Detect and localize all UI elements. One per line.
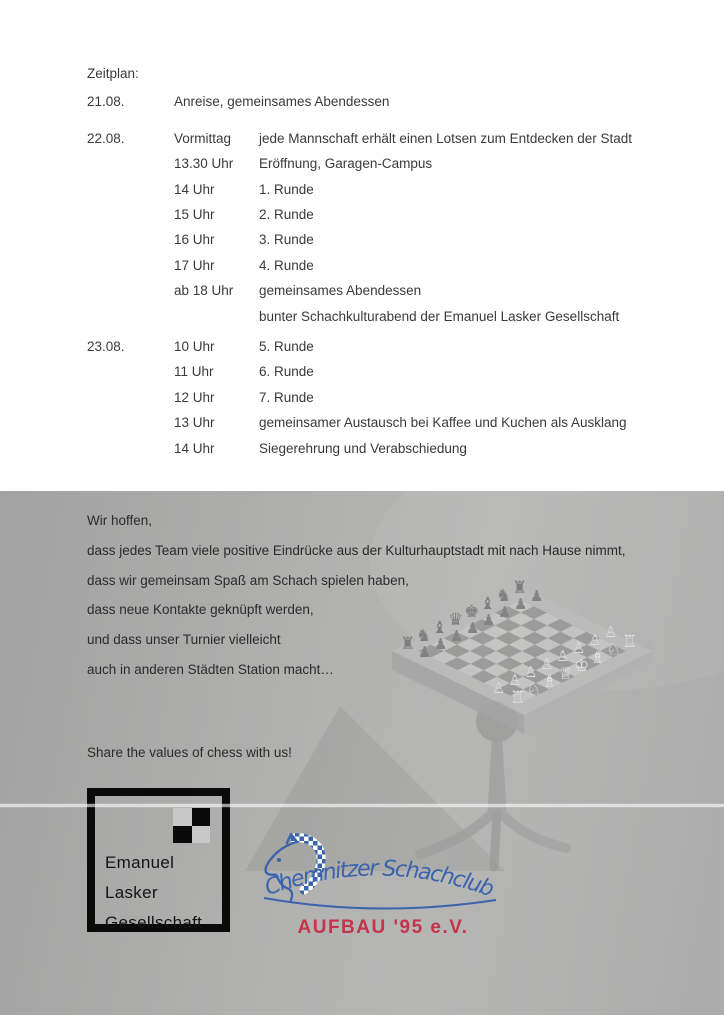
- hope-line: dass jedes Team viele positive Eindrücke aus der Kulturhauptstadt mit nach Hause nimmt,: [87, 542, 626, 558]
- checkerboard-icon: [173, 808, 210, 843]
- schedule-desc: 5. Runde: [259, 339, 314, 355]
- schedule-row: [87, 89, 704, 114]
- schedule-row: [87, 253, 704, 278]
- schedule-time: Anreise, gemeinsames Abendessen: [174, 94, 390, 110]
- hope-line: und dass unser Turnier vielleicht: [87, 632, 281, 648]
- schedule-time: 13 Uhr: [174, 415, 215, 431]
- lasker-line-3: Gesellschaft: [105, 913, 203, 932]
- schedule-row: [87, 126, 704, 151]
- schedule-time: 15 Uhr: [174, 207, 215, 223]
- cta-line: Share the values of chess with us!: [87, 745, 292, 760]
- knight-eye: [277, 858, 281, 862]
- white-pawn-rank: ♙♙♙♙♙♙♙♙: [492, 623, 618, 697]
- schedule-desc: 4. Runde: [259, 257, 314, 273]
- checker-square: [173, 808, 192, 826]
- schedule-row: [87, 410, 704, 435]
- schedule-row: [87, 202, 704, 227]
- lasker-line-2: Lasker: [105, 883, 158, 902]
- schedule-desc: jede Mannschaft erhält einen Lotsen zum Entdecken der Stadt: [259, 130, 632, 146]
- hope-line: auch in anderen Städten Station macht…: [87, 661, 334, 677]
- dark-pawn-rank: ♟♟♟♟♟♟♟♟: [418, 587, 544, 661]
- schedule-time: 17 Uhr: [174, 257, 215, 273]
- schedule-date: 22.08.: [87, 130, 125, 146]
- csc-aufbau-text: AUFBAU '95 e.V.: [297, 917, 469, 938]
- schedule-row: [87, 304, 704, 329]
- schedule-desc: 3. Runde: [259, 232, 314, 248]
- schedule-heading: Zeitplan:: [87, 66, 139, 81]
- schedule-date: 23.08.: [87, 339, 125, 355]
- schedule-row: [87, 359, 704, 384]
- dark-back-rank: ♜♞♝♛♚♝♞♜: [400, 578, 528, 654]
- csc-logo-svg: [250, 832, 512, 944]
- hope-line: dass neue Kontakte geknüpft werden,: [87, 602, 314, 618]
- hopes-section: [87, 506, 626, 685]
- schedule-time: ab 18 Uhr: [174, 283, 234, 299]
- fold-line: [0, 804, 724, 807]
- schedule-desc: 6. Runde: [259, 364, 314, 380]
- lasker-line-1: Emanuel: [105, 853, 175, 872]
- schedule-row: [87, 177, 704, 202]
- lasker-logo: [87, 788, 230, 932]
- hope-line: Wir hoffen,: [87, 513, 153, 528]
- schedule-row: [87, 278, 704, 303]
- schedule-row: [87, 385, 704, 410]
- csc-arc-text: Chemnitzer Schachclub: [261, 856, 498, 903]
- schedule-date: 21.08.: [87, 94, 125, 110]
- schedule-time: 11 Uhr: [174, 364, 214, 380]
- schedule-row: [87, 436, 704, 461]
- checker-square: [173, 826, 192, 844]
- checker-square: [192, 808, 211, 826]
- schedule-time: 16 Uhr: [174, 232, 215, 248]
- schedule-desc: bunter Schachkulturabend der Emanuel Lasker Gesellschaft: [259, 308, 620, 324]
- schedule-section: [87, 61, 704, 461]
- underline-swoosh: [264, 898, 496, 909]
- chemnitzer-schachclub-logo: [250, 832, 512, 944]
- schedule-time: 14 Uhr: [174, 440, 215, 456]
- white-back-rank: ♖♘♗♕♔♗♘♖: [510, 632, 638, 708]
- schedule-desc: Siegerehrung und Verabschiedung: [259, 440, 467, 456]
- schedule-row: [87, 151, 704, 176]
- schedule-rows: [87, 89, 704, 461]
- schedule-desc: 2. Runde: [259, 207, 314, 223]
- schedule-desc: 1. Runde: [259, 181, 314, 197]
- schedule-time: 13.30 Uhr: [174, 156, 234, 172]
- schedule-row: [87, 227, 704, 252]
- checker-square: [192, 826, 211, 844]
- schedule-desc: gemeinsamer Austausch bei Kaffee und Kuchen als Ausklang: [259, 415, 627, 431]
- schedule-time: 10 Uhr: [174, 339, 215, 355]
- schedule-time: 14 Uhr: [174, 181, 215, 197]
- schedule-time: 12 Uhr: [174, 389, 215, 405]
- schedule-desc: 7. Runde: [259, 389, 314, 405]
- schedule-desc: Eröffnung, Garagen-Campus: [259, 156, 433, 172]
- schedule-time: Vormittag: [174, 130, 232, 146]
- hope-line: dass wir gemeinsam Spaß am Schach spielen haben,: [87, 572, 409, 588]
- lasker-logo-text: [105, 848, 202, 938]
- schedule-desc: gemeinsames Abendessen: [259, 283, 422, 299]
- schedule-row: [87, 334, 704, 359]
